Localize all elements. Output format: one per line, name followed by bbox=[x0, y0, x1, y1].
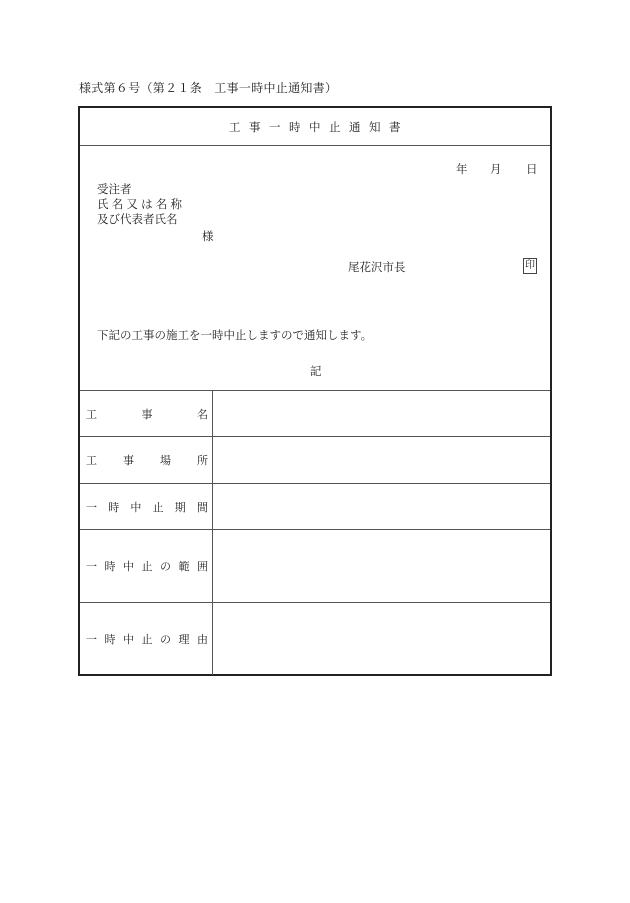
date-year-label: 年 bbox=[456, 162, 468, 176]
label-char: 止 bbox=[141, 633, 153, 646]
table-row-suspension-period bbox=[80, 484, 550, 530]
form-number-heading: 様式第６号（第２１条 工事一時中止通知書） bbox=[79, 81, 338, 95]
notice-text: 下記の工事の施工を一時中止しますので通知します。 bbox=[97, 328, 373, 342]
label-char: 一 bbox=[86, 560, 97, 573]
label-char: 中 bbox=[123, 633, 134, 646]
issuer-name: 尾花沢市長 bbox=[348, 260, 406, 274]
label-char: 一 bbox=[86, 633, 97, 646]
label-char: 所 bbox=[197, 454, 208, 467]
label-char: 事 bbox=[123, 454, 134, 467]
suspension-reason-value-field[interactable] bbox=[213, 603, 550, 675]
table-row-construction-name bbox=[80, 391, 550, 437]
label-char: 中 bbox=[130, 500, 142, 514]
suspension-period-label bbox=[80, 484, 213, 529]
construction-site-value-field[interactable] bbox=[213, 437, 550, 483]
label-char: 工 bbox=[86, 454, 97, 467]
table-row-suspension-scope bbox=[80, 530, 550, 603]
table-row-suspension-reason bbox=[80, 603, 550, 675]
title-row bbox=[80, 108, 550, 146]
table-row-construction-site bbox=[80, 437, 550, 484]
date-month-label: 月 bbox=[490, 162, 502, 176]
suspension-reason-label bbox=[80, 603, 213, 675]
label-char: 範 bbox=[178, 560, 190, 573]
label-char: 中 bbox=[123, 560, 134, 573]
label-char: 由 bbox=[197, 633, 208, 646]
recipient-name-label: 氏名又は名称 bbox=[97, 197, 186, 211]
suspension-period-value-field[interactable] bbox=[213, 484, 550, 529]
label-char: 事 bbox=[141, 407, 153, 421]
label-char: 時 bbox=[104, 560, 116, 573]
date-day-label: 日 bbox=[526, 162, 538, 176]
construction-site-label bbox=[80, 437, 213, 483]
suspension-scope-value-field[interactable] bbox=[213, 530, 550, 602]
label-char: の bbox=[160, 633, 171, 646]
label-char: 工 bbox=[86, 407, 97, 421]
label-char: 一 bbox=[86, 500, 97, 514]
label-char: の bbox=[160, 560, 171, 573]
label-char: 期 bbox=[174, 500, 186, 514]
seal-icon: 印 bbox=[523, 258, 537, 274]
suspension-scope-label bbox=[80, 530, 213, 602]
label-char: 時 bbox=[104, 633, 116, 646]
suspension-notice-form bbox=[78, 106, 552, 676]
label-char: 囲 bbox=[197, 560, 208, 573]
recipient-label: 受注者 bbox=[97, 182, 132, 196]
label-char: 場 bbox=[160, 454, 171, 467]
form-title: 工事一時中止通知書 bbox=[229, 119, 409, 134]
label-char: 間 bbox=[196, 500, 208, 514]
label-char: 理 bbox=[178, 633, 190, 646]
details-table bbox=[80, 390, 550, 675]
construction-name-value-field[interactable] bbox=[213, 391, 550, 436]
label-char: 止 bbox=[152, 500, 164, 514]
label-char: 止 bbox=[141, 560, 153, 573]
honorific-sama: 様 bbox=[202, 229, 214, 243]
label-char: 時 bbox=[108, 500, 120, 514]
label-char: 名 bbox=[197, 407, 208, 421]
ki-label: 記 bbox=[310, 364, 322, 378]
construction-name-label bbox=[80, 391, 213, 436]
recipient-representative-label: 及び代表者氏名 bbox=[97, 212, 178, 226]
